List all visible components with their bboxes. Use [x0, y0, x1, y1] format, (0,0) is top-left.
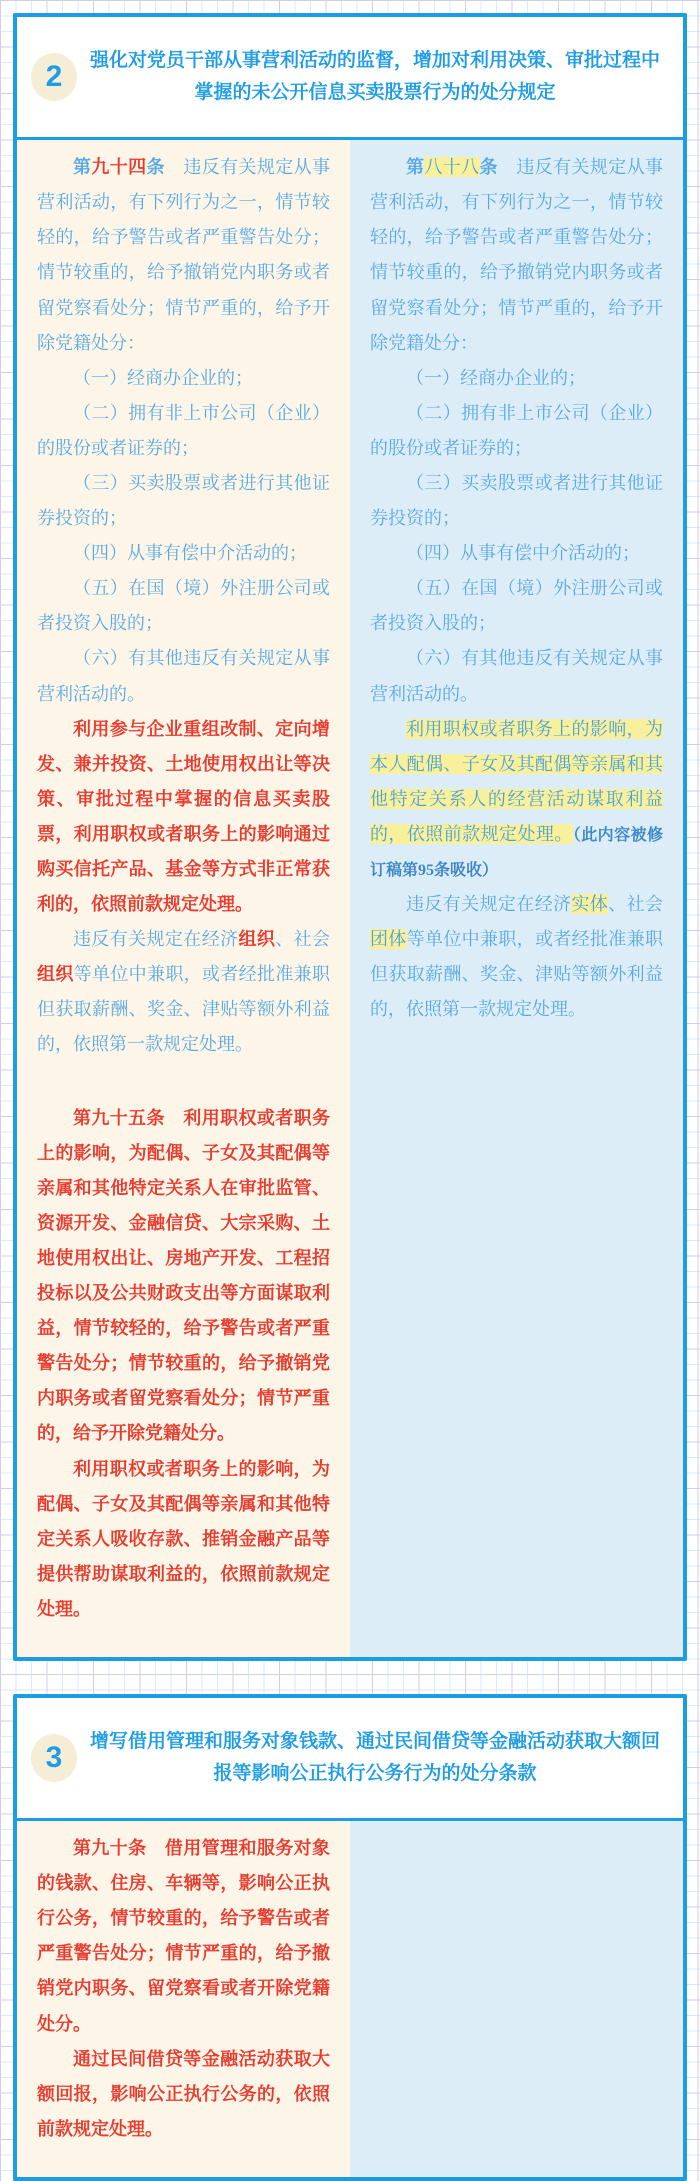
text-segment: （四）从事有偿中介活动的；	[406, 543, 640, 564]
text-segment: 条	[146, 157, 165, 178]
paragraph	[370, 466, 663, 536]
text-segment: 利用职权或者职务上的影响，为配偶、子女及其配偶等亲属和其他特定关系人吸收存款、推销金融产品等提供帮助谋取利益的，依照前款规定处理。	[37, 1458, 330, 1619]
text-segment: 等单位中兼职，或者经批准兼职但获取薪酬、奖金、津贴等额外利益的，依照第一款规定处理。	[37, 964, 331, 1055]
text-segment: 第	[406, 157, 425, 178]
text-segment: 、社会	[275, 929, 331, 950]
card-3-header	[17, 1698, 683, 1818]
section-number-badge	[31, 53, 77, 101]
text-segment: 九十四	[91, 157, 147, 178]
paragraph	[37, 361, 330, 396]
text-segment: 组织	[37, 964, 74, 985]
text-segment: 违反有关规定在经济	[73, 929, 239, 950]
text-segment: 第九十条 借用管理和服务对象的钱款、住房、车辆等，影响公正执行公务，情节较重的，给予警告或者严重警告处分；情节严重的，给予撤销党内职务、留党察看或者开除党籍处分。	[37, 1838, 330, 2034]
text-segment: （三）买卖股票或者进行其他证券投资的；	[37, 472, 330, 529]
text-segment: 、社会	[608, 894, 664, 915]
text-segment: 等单位中兼职，或者经批准兼职但获取薪酬、奖金、津贴等额外利益的，依照第一款规定处理。	[370, 929, 664, 1020]
text-segment: （五）在国（境）外注册公司或者投资入股的；	[37, 578, 330, 634]
card-section-2	[13, 13, 687, 1661]
text-segment: 组织	[238, 929, 276, 950]
text-segment: （一）经商办企业的；	[73, 367, 253, 388]
paragraph	[37, 1831, 330, 2042]
card-2-comparison-columns	[17, 137, 683, 1657]
text-segment: 利用职权或者职务上的影响，为本人配偶、子女及其配偶等亲属和其他特定关系人的经营活动谋取利益的，依照前款规定处理。	[370, 718, 663, 844]
text-segment: （一）经商办企业的；	[406, 367, 586, 388]
card-2-old-regulation-column	[17, 140, 350, 1657]
paragraph	[370, 641, 663, 711]
section-title: 增写借用管理和服务对象钱款、通过民间借贷等金融活动获取大额回报等影响公正执行公务行为的处分条款	[89, 1730, 660, 1785]
text-segment: 违反有关规定在经济	[406, 894, 572, 915]
paragraph	[37, 2042, 330, 2147]
paragraph	[37, 1452, 330, 1627]
section-title: 强化对党员干部从事营利活动的监督，增加对利用决策、审批过程中掌握的未公开信息买卖股票行为的处分规定	[89, 49, 660, 104]
text-segment: 违反有关规定从事营利活动，有下列行为之一，情节较轻的，给予警告或者严重警告处分；情节较重的，给予撤销党内职务或者留党察看处分；情节严重的，给予开除党籍处分：	[37, 157, 331, 353]
text-segment: （六）有其他违反有关规定从事营利活动的。	[37, 648, 330, 704]
card-2-header	[17, 17, 683, 137]
paragraph	[37, 641, 330, 711]
paragraph	[370, 150, 663, 361]
text-segment: 第	[73, 157, 92, 178]
text-segment: 实体	[571, 894, 609, 915]
paragraph	[37, 712, 330, 923]
text-segment: （此内容被修订稿第95条吸收）	[370, 826, 663, 879]
paragraph	[370, 396, 663, 466]
text-segment: 第九十五条 利用职权或者职务上的影响，为配偶、子女及其配偶等亲属和其他特定关系人在审批监管、资源开发、金融信贷、大宗采购、土地使用权出让、房地产开发、工程招投标以及公共财政支出等方面谋取利益，情节较轻的，给予警告或者严重警告处分；情节较重的，给予撤销党内职务或者留党察看处分；情节严重的，给予开除党籍处分。	[37, 1107, 330, 1444]
card-2-new-regulation-column	[350, 140, 683, 1657]
card-3-old-regulation-column	[17, 1821, 350, 2177]
text-segment: 通过民间借贷等金融活动获取大额回报，影响公正执行公务的，依照前款规定处理。	[37, 2048, 330, 2139]
text-segment: （三）买卖股票或者进行其他证券投资的；	[370, 472, 663, 529]
text-segment: （四）从事有偿中介活动的；	[73, 543, 307, 564]
paragraph	[37, 1101, 330, 1452]
text-segment: 利用参与企业重组改制、定向增发、兼并投资、土地使用权出让等决策、审批过程中掌握的信息买卖股票，利用职权或者职务上的影响通过购买信托产品、基金等方式非正常获利的，依照前款规定处理。	[37, 718, 330, 915]
paragraph	[37, 536, 330, 571]
text-segment: （二）拥有非上市公司（企业）的股份或者证券的；	[370, 402, 663, 458]
text-segment: （五）在国（境）外注册公司或者投资入股的；	[370, 578, 663, 634]
text-segment: 条	[479, 157, 498, 178]
paragraph	[370, 571, 663, 641]
card-section-3	[13, 1694, 687, 2181]
section-number: 3	[45, 1741, 63, 1775]
section-number: 2	[45, 60, 63, 94]
paragraph	[37, 150, 330, 361]
paragraph	[370, 361, 663, 396]
text-segment: 违反有关规定从事营利活动，有下列行为之一，情节较轻的，给予警告或者严重警告处分；情节较重的，给予撤销党内职务或者留党察看处分；情节严重的，给予开除党籍处分：	[370, 157, 664, 353]
paragraph	[37, 396, 330, 466]
paragraph	[37, 922, 330, 1062]
text-segment: 八十八	[424, 157, 480, 178]
paragraph	[37, 571, 330, 641]
text-segment: 团体	[370, 929, 407, 950]
card-3-comparison-columns	[17, 1818, 683, 2177]
text-segment: （二）拥有非上市公司（企业）的股份或者证券的；	[37, 402, 330, 458]
paragraph	[370, 887, 663, 1027]
paragraph	[370, 712, 663, 887]
paragraph	[37, 466, 330, 536]
text-segment: （六）有其他违反有关规定从事营利活动的。	[370, 648, 663, 704]
card-3-new-regulation-column	[350, 1821, 683, 2177]
paragraph	[370, 536, 663, 571]
section-number-badge	[31, 1734, 77, 1782]
